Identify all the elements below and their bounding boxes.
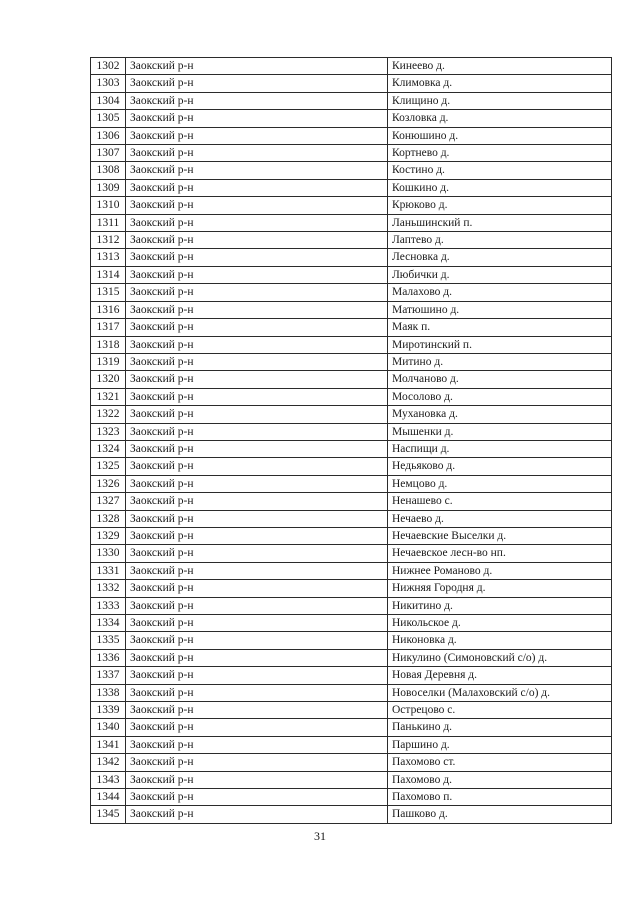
- table-row: [91, 162, 612, 179]
- settlement-cell: Козловка д.: [388, 110, 612, 127]
- settlement-cell: Нижняя Городня д.: [388, 580, 612, 597]
- district-cell: Заокский р-н: [126, 562, 388, 579]
- table-row: [91, 406, 612, 423]
- row-number-cell: 1344: [91, 789, 126, 806]
- page-number: 31: [314, 829, 326, 843]
- district-cell: Заокский р-н: [126, 388, 388, 405]
- district-cell: Заокский р-н: [126, 615, 388, 632]
- row-number-cell: 1333: [91, 597, 126, 614]
- district-cell: Заокский р-н: [126, 301, 388, 318]
- table-row: [91, 771, 612, 788]
- district-cell: Заокский р-н: [126, 702, 388, 719]
- settlement-cell: Никоновка д.: [388, 632, 612, 649]
- settlement-cell: Лаптево д.: [388, 232, 612, 249]
- settlement-cell: Немцово д.: [388, 475, 612, 492]
- settlements-table: [90, 57, 612, 824]
- row-number-cell: 1327: [91, 493, 126, 510]
- table-row: [91, 493, 612, 510]
- table-row: [91, 145, 612, 162]
- row-number-cell: 1302: [91, 58, 126, 75]
- row-number-cell: 1325: [91, 458, 126, 475]
- settlement-cell: Клищино д.: [388, 92, 612, 109]
- row-number-cell: 1321: [91, 388, 126, 405]
- table-row: [91, 562, 612, 579]
- table-row: [91, 423, 612, 440]
- row-number-cell: 1320: [91, 371, 126, 388]
- district-cell: Заокский р-н: [126, 493, 388, 510]
- table-row: [91, 632, 612, 649]
- settlement-cell: Новоселки (Малаховский с/о) д.: [388, 684, 612, 701]
- district-cell: Заокский р-н: [126, 458, 388, 475]
- table-row: [91, 92, 612, 109]
- district-cell: Заокский р-н: [126, 214, 388, 231]
- settlement-cell: Паршино д.: [388, 736, 612, 753]
- district-cell: Заокский р-н: [126, 110, 388, 127]
- district-cell: Заокский р-н: [126, 371, 388, 388]
- table-row: [91, 214, 612, 231]
- row-number-cell: 1310: [91, 197, 126, 214]
- row-number-cell: 1336: [91, 649, 126, 666]
- settlement-cell: Нижнее Романово д.: [388, 562, 612, 579]
- table-row: [91, 249, 612, 266]
- district-cell: Заокский р-н: [126, 319, 388, 336]
- district-cell: Заокский р-н: [126, 667, 388, 684]
- settlement-cell: Миротинский п.: [388, 336, 612, 353]
- row-number-cell: 1317: [91, 319, 126, 336]
- row-number-cell: 1343: [91, 771, 126, 788]
- row-number-cell: 1329: [91, 527, 126, 544]
- table-row: [91, 754, 612, 771]
- settlement-cell: Лесновка д.: [388, 249, 612, 266]
- table-row: [91, 702, 612, 719]
- table-row: [91, 266, 612, 283]
- district-cell: Заокский р-н: [126, 162, 388, 179]
- table-row: [91, 336, 612, 353]
- table-row: [91, 615, 612, 632]
- settlement-cell: Кортнево д.: [388, 145, 612, 162]
- table-row: [91, 319, 612, 336]
- row-number-cell: 1328: [91, 510, 126, 527]
- settlement-cell: Панькино д.: [388, 719, 612, 736]
- row-number-cell: 1324: [91, 440, 126, 457]
- district-cell: Заокский р-н: [126, 197, 388, 214]
- district-cell: Заокский р-н: [126, 75, 388, 92]
- row-number-cell: 1340: [91, 719, 126, 736]
- table-row: [91, 440, 612, 457]
- row-number-cell: 1316: [91, 301, 126, 318]
- settlement-cell: Никулино (Симоновский с/о) д.: [388, 649, 612, 666]
- row-number-cell: 1304: [91, 92, 126, 109]
- district-cell: Заокский р-н: [126, 92, 388, 109]
- district-cell: Заокский р-н: [126, 336, 388, 353]
- settlement-cell: Конюшино д.: [388, 127, 612, 144]
- settlement-cell: Маяк п.: [388, 319, 612, 336]
- settlement-cell: Костино д.: [388, 162, 612, 179]
- row-number-cell: 1313: [91, 249, 126, 266]
- table-row: [91, 475, 612, 492]
- district-cell: Заокский р-н: [126, 580, 388, 597]
- settlement-cell: Никитино д.: [388, 597, 612, 614]
- settlement-cell: Пашково д.: [388, 806, 612, 823]
- row-number-cell: 1307: [91, 145, 126, 162]
- settlement-cell: Нечаевские Выселки д.: [388, 527, 612, 544]
- district-cell: Заокский р-н: [126, 527, 388, 544]
- table-row: [91, 301, 612, 318]
- settlement-cell: Пахомово п.: [388, 789, 612, 806]
- table-row: [91, 649, 612, 666]
- row-number-cell: 1331: [91, 562, 126, 579]
- settlement-cell: Новая Деревня д.: [388, 667, 612, 684]
- row-number-cell: 1309: [91, 179, 126, 196]
- district-cell: Заокский р-н: [126, 632, 388, 649]
- row-number-cell: 1318: [91, 336, 126, 353]
- table-row: [91, 197, 612, 214]
- settlement-cell: Кинеево д.: [388, 58, 612, 75]
- settlement-cell: Мосолово д.: [388, 388, 612, 405]
- row-number-cell: 1303: [91, 75, 126, 92]
- settlement-cell: Острецово с.: [388, 702, 612, 719]
- settlement-cell: Кошкино д.: [388, 179, 612, 196]
- district-cell: Заокский р-н: [126, 249, 388, 266]
- table-row: [91, 179, 612, 196]
- district-cell: Заокский р-н: [126, 736, 388, 753]
- district-cell: Заокский р-н: [126, 353, 388, 370]
- district-cell: Заокский р-н: [126, 179, 388, 196]
- table-row: [91, 458, 612, 475]
- district-cell: Заокский р-н: [126, 127, 388, 144]
- table-body: [91, 58, 612, 824]
- settlement-cell: Митино д.: [388, 353, 612, 370]
- row-number-cell: 1330: [91, 545, 126, 562]
- settlement-cell: Нечаево д.: [388, 510, 612, 527]
- table-row: [91, 527, 612, 544]
- settlement-cell: Пахомово ст.: [388, 754, 612, 771]
- row-number-cell: 1326: [91, 475, 126, 492]
- district-cell: Заокский р-н: [126, 440, 388, 457]
- district-cell: Заокский р-н: [126, 545, 388, 562]
- settlement-cell: Никольское д.: [388, 615, 612, 632]
- table-row: [91, 58, 612, 75]
- table-row: [91, 719, 612, 736]
- district-cell: Заокский р-н: [126, 145, 388, 162]
- table-row: [91, 284, 612, 301]
- row-number-cell: 1305: [91, 110, 126, 127]
- district-cell: Заокский р-н: [126, 806, 388, 823]
- row-number-cell: 1338: [91, 684, 126, 701]
- row-number-cell: 1339: [91, 702, 126, 719]
- district-cell: Заокский р-н: [126, 684, 388, 701]
- district-cell: Заокский р-н: [126, 284, 388, 301]
- district-cell: Заокский р-н: [126, 58, 388, 75]
- row-number-cell: 1341: [91, 736, 126, 753]
- row-number-cell: 1306: [91, 127, 126, 144]
- row-number-cell: 1345: [91, 806, 126, 823]
- table-row: [91, 353, 612, 370]
- settlement-cell: Нечаевское лесн-во нп.: [388, 545, 612, 562]
- row-number-cell: 1323: [91, 423, 126, 440]
- settlement-cell: Мухановка д.: [388, 406, 612, 423]
- district-cell: Заокский р-н: [126, 475, 388, 492]
- table-row: [91, 388, 612, 405]
- settlement-cell: Малахово д.: [388, 284, 612, 301]
- row-number-cell: 1337: [91, 667, 126, 684]
- district-cell: Заокский р-н: [126, 597, 388, 614]
- row-number-cell: 1315: [91, 284, 126, 301]
- table-row: [91, 110, 612, 127]
- district-cell: Заокский р-н: [126, 510, 388, 527]
- table-row: [91, 545, 612, 562]
- district-cell: Заокский р-н: [126, 754, 388, 771]
- row-number-cell: 1334: [91, 615, 126, 632]
- district-cell: Заокский р-н: [126, 789, 388, 806]
- row-number-cell: 1342: [91, 754, 126, 771]
- settlement-cell: Ланьшинский п.: [388, 214, 612, 231]
- table-row: [91, 597, 612, 614]
- row-number-cell: 1308: [91, 162, 126, 179]
- district-cell: Заокский р-н: [126, 649, 388, 666]
- settlement-cell: Матюшино д.: [388, 301, 612, 318]
- row-number-cell: 1314: [91, 266, 126, 283]
- district-cell: Заокский р-н: [126, 719, 388, 736]
- settlement-cell: Недьяково д.: [388, 458, 612, 475]
- row-number-cell: 1312: [91, 232, 126, 249]
- table-row: [91, 806, 612, 823]
- district-cell: Заокский р-н: [126, 266, 388, 283]
- settlement-cell: Пахомово д.: [388, 771, 612, 788]
- table-row: [91, 789, 612, 806]
- table-row: [91, 127, 612, 144]
- settlement-cell: Молчаново д.: [388, 371, 612, 388]
- district-cell: Заокский р-н: [126, 771, 388, 788]
- settlement-cell: Ненашево с.: [388, 493, 612, 510]
- row-number-cell: 1332: [91, 580, 126, 597]
- district-cell: Заокский р-н: [126, 232, 388, 249]
- district-cell: Заокский р-н: [126, 406, 388, 423]
- table-row: [91, 510, 612, 527]
- table-row: [91, 684, 612, 701]
- settlement-cell: Крюково д.: [388, 197, 612, 214]
- table-row: [91, 736, 612, 753]
- district-cell: Заокский р-н: [126, 423, 388, 440]
- settlement-cell: Наспищи д.: [388, 440, 612, 457]
- settlement-cell: Мышенки д.: [388, 423, 612, 440]
- row-number-cell: 1311: [91, 214, 126, 231]
- table-row: [91, 667, 612, 684]
- row-number-cell: 1322: [91, 406, 126, 423]
- table-row: [91, 580, 612, 597]
- settlement-cell: Климовка д.: [388, 75, 612, 92]
- settlement-cell: Любички д.: [388, 266, 612, 283]
- table-row: [91, 371, 612, 388]
- row-number-cell: 1335: [91, 632, 126, 649]
- table-row: [91, 75, 612, 92]
- table-row: [91, 232, 612, 249]
- row-number-cell: 1319: [91, 353, 126, 370]
